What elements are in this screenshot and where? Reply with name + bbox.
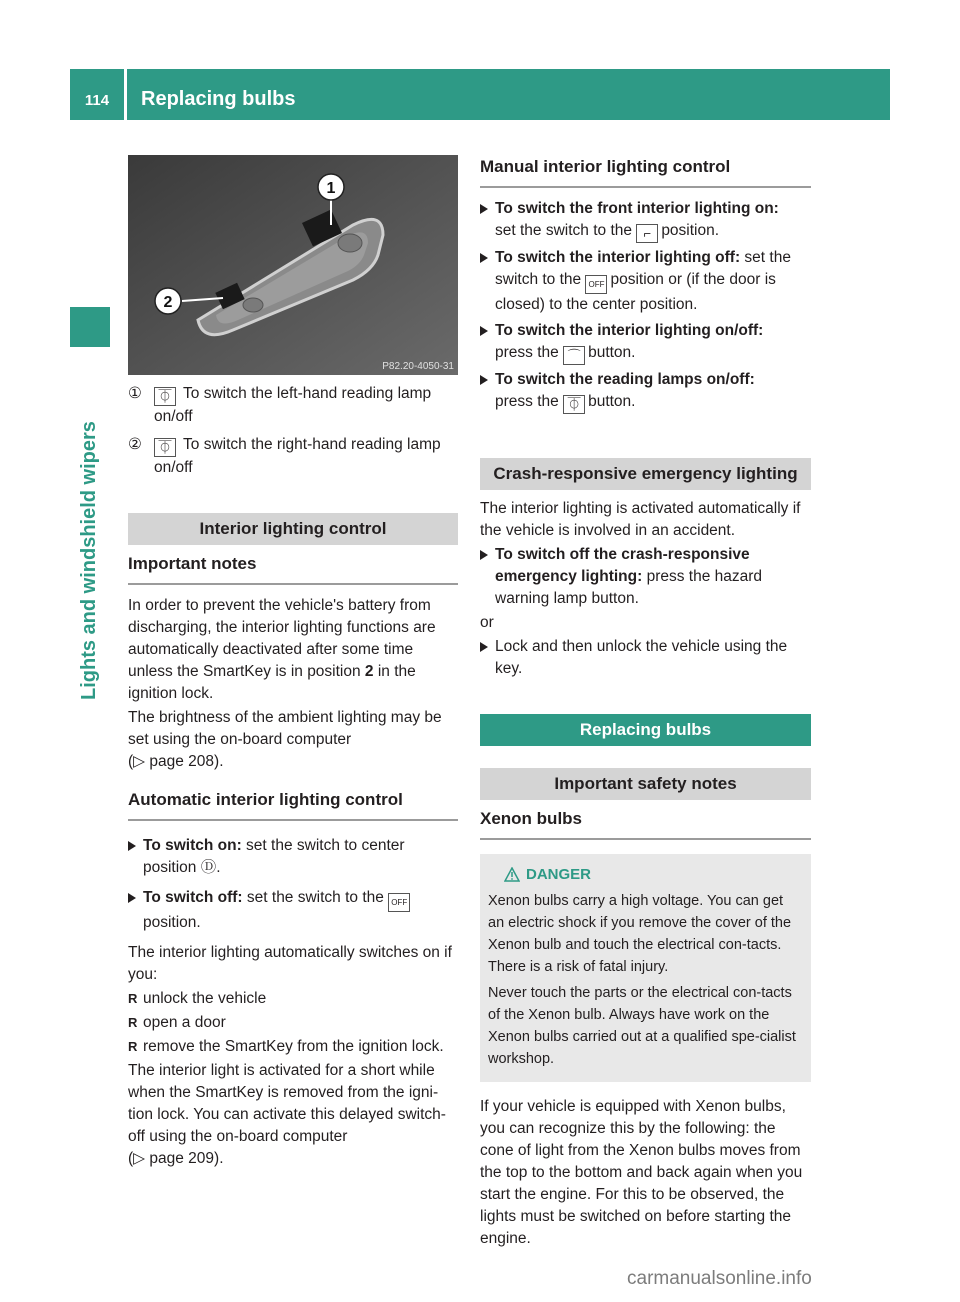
or-text: or — [480, 614, 494, 631]
instruction-step: To switch on: set the switch to center position Ⓓ. — [128, 835, 458, 879]
side-tab-label: Lights and windshield wipers — [78, 421, 100, 700]
legend-number: ② — [128, 436, 142, 453]
header-divider — [124, 69, 127, 120]
figure-code: P82.20-4050-31 — [382, 361, 454, 372]
legend-number: ① — [128, 385, 142, 402]
legend-item — [128, 434, 458, 479]
instruction-step: To switch off the crash-responsive emergency lighting: press the hazard warning lamp button. — [480, 544, 811, 610]
overhead-control-photo — [128, 155, 458, 375]
off-switch-icon: OFF — [585, 275, 607, 294]
section-bar-crash-lighting: Crash-responsive emergency lighting — [480, 458, 811, 490]
legend-text: To switch the right-hand reading lamp on/off — [154, 436, 441, 476]
reading-lamp-icon: ⏁ — [154, 387, 176, 406]
list-item: R unlock the vehicle — [128, 988, 458, 1010]
heading-automatic-lighting: Automatic interior lighting control — [128, 789, 458, 821]
danger-text: Xenon bulbs carry a high voltage. You can get an electric shock if you remove the cover of the Xenon bulb and touch the electrical con-tacts. There is a risk of fatal injury. — [488, 893, 792, 975]
instruction-step: To switch off: set the switch to the OFF position. — [128, 887, 458, 934]
danger-text: Never touch the parts or the electrical con-tacts of the Xenon bulb. Always have work on the Xenon bulbs carried out at a qualified spe-cialist workshop. — [488, 985, 796, 1067]
instruction-step: Lock and then unlock the vehicle using the key. — [480, 636, 811, 680]
page-number: 114 — [84, 92, 110, 109]
callout-2: 2 — [163, 294, 173, 311]
off-switch-icon: OFF — [388, 893, 410, 912]
bullet-marker: R — [128, 991, 138, 1006]
list-item: R open a door — [128, 1012, 458, 1034]
front-light-icon: ⌐ — [636, 224, 658, 243]
reading-lamp-icon: ⏁ — [563, 395, 585, 414]
page-title: Replacing bulbs — [141, 88, 296, 110]
page-reference[interactable]: (▷ page 208). — [128, 753, 224, 770]
heading-manual-lighting: Manual interior lighting control — [480, 156, 811, 188]
interior-light-icon: ⌒ — [563, 346, 585, 365]
paragraph: In order to prevent the vehicle's battery from discharging, the interior lighting functions are automatically deactivated after some time unless the SmartKey is in position 2 in the ignition lock. — [128, 597, 436, 702]
callout-1: 1 — [326, 180, 336, 197]
watermark: carmanualsonline.info — [627, 1268, 812, 1289]
side-tab-marker — [70, 307, 110, 347]
legend-text: To switch the left-hand reading lamp on/off — [154, 385, 432, 425]
right-column — [480, 148, 811, 1252]
instruction-step: To switch the front interior lighting on: set the switch to the ⌐ position. — [480, 198, 811, 243]
legend-item — [128, 383, 458, 428]
danger-box — [480, 854, 811, 1082]
paragraph: The interior light is activated for a short while when the SmartKey is removed from the igni-tion lock. You can activate this delayed switch-off using the on-board computer (▷ page 209). — [128, 1062, 446, 1167]
section-bar-safety-notes: Important safety notes — [480, 768, 811, 800]
overhead-control-illustration — [128, 155, 458, 375]
danger-title: DANGER — [488, 864, 803, 886]
paragraph: The interior lighting is activated automatically if the vehicle is involved in an accident. — [480, 500, 801, 539]
reading-lamp-icon: ⏁ — [154, 438, 176, 457]
bullet-marker: R — [128, 1015, 138, 1030]
instruction-step: To switch the interior lighting on/off: press the ⌒ button. — [480, 320, 811, 365]
page-reference[interactable]: (▷ page 209). — [128, 1150, 224, 1167]
warning-triangle-icon — [504, 867, 520, 882]
instruction-step: To switch the reading lamps on/off: press the ⏁ button. — [480, 369, 811, 414]
bullet-marker: R — [128, 1039, 138, 1054]
section-bar-interior-lighting: Interior lighting control — [128, 513, 458, 545]
instruction-step: To switch the interior lighting off: set the switch to the OFF position or (if the door is closed) to the center position. — [480, 247, 811, 316]
paragraph: The brightness of the ambient lighting may be set using the on-board computer (▷ page 208). — [128, 709, 442, 770]
heading-xenon-bulbs: Xenon bulbs — [480, 808, 811, 840]
paragraph: The interior lighting automatically switches on if you: — [128, 944, 452, 983]
list-item: R remove the SmartKey from the ignition lock. — [128, 1036, 458, 1058]
section-bar-replacing-bulbs: Replacing bulbs — [480, 714, 811, 746]
heading-important-notes: Important notes — [128, 553, 458, 585]
left-column — [128, 155, 458, 1172]
paragraph: If your vehicle is equipped with Xenon bulbs, you can recognize this by the following: the cone of light from the Xenon bulbs moves from the top to the bottom and back again when you start the engine. For this to be observed, the lights must be switched on before starting the engine. — [480, 1098, 803, 1247]
